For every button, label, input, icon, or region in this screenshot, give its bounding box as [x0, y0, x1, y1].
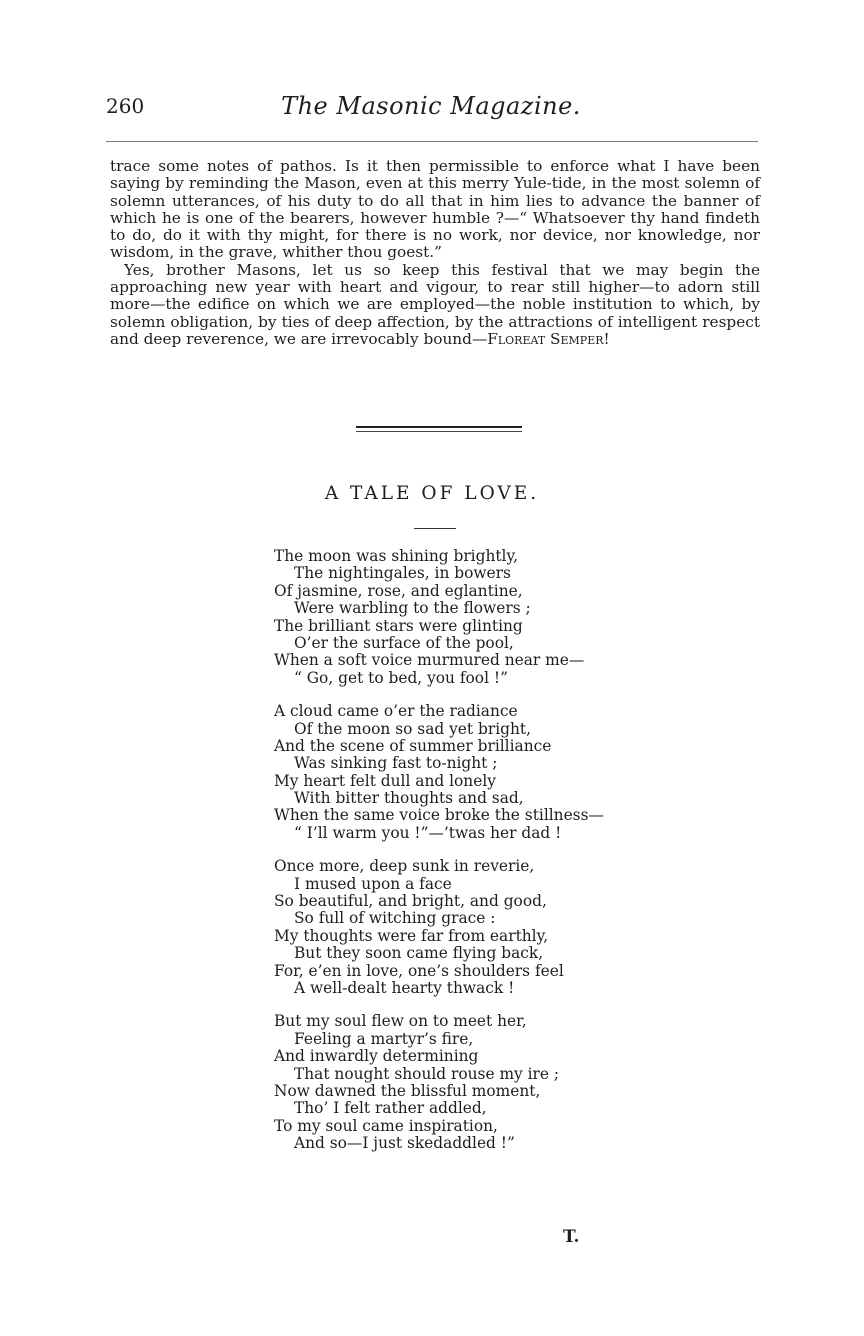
- stanza-4: [274, 1013, 634, 1152]
- poem-line: A cloud came o’er the radiance: [274, 702, 518, 721]
- header-rule: [106, 141, 758, 142]
- poem-line: Of jasmine, rose, and eglantine,: [274, 581, 523, 600]
- poem-line: Tho’ I felt rather addled,: [294, 1099, 487, 1118]
- poem-line: Now dawned the blissful moment,: [274, 1081, 541, 1100]
- paragraph-2: [110, 262, 760, 348]
- prose-section: [110, 158, 760, 348]
- page-number: 260: [106, 94, 145, 118]
- poem-line: But my soul flew on to meet her,: [274, 1012, 527, 1031]
- poem-line: “ Go, get to bed, you fool !”: [294, 668, 508, 687]
- poem-line: The nightingales, in bowers: [294, 564, 511, 583]
- section-divider: [356, 426, 522, 436]
- poem-line: And inwardly determining: [274, 1047, 479, 1066]
- paragraph-2-text: Yes, brother Masons, let us so keep this festival that we may begin the approaching new year with heart and vigour, to rear still higher—to adorn still more—the edifice on which we are employed—the noble institution to which, by solemn obligation, by ties of deep affection, by the attractions of intelligent respect and deep reverence, we are irrevocably bound—: [110, 260, 760, 348]
- stanza-3: [274, 858, 634, 997]
- poem-line: My heart felt dull and lonely: [274, 771, 496, 790]
- poem-line: For, e’en in love, one’s shoulders feel: [274, 961, 564, 980]
- poem-line: With bitter thoughts and sad,: [294, 789, 524, 808]
- poem-line: When the same voice broke the stillness—: [274, 806, 604, 825]
- poem-line: O’er the surface of the pool,: [294, 633, 514, 652]
- poem-line: When a soft voice murmured near me—: [274, 651, 585, 670]
- poem-line: I mused upon a face: [294, 874, 452, 893]
- poem-line: Were warbling to the flowers ;: [294, 599, 531, 618]
- poem-line: And so—I just skedaddled !”: [294, 1134, 515, 1153]
- poem-line: My thoughts were far from earthly,: [274, 926, 549, 945]
- author-signature: T.: [563, 1227, 580, 1247]
- poem-line: The brilliant stars were glinting: [274, 616, 523, 635]
- poem-line: Of the moon so sad yet bright,: [294, 719, 531, 738]
- poem-line: And the scene of summer brilliance: [274, 736, 552, 755]
- poem-line: Was sinking fast to-night ;: [294, 754, 498, 773]
- stanza-2: [274, 703, 634, 842]
- poem-line: Once more, deep sunk in reverie,: [274, 857, 535, 876]
- poem-line: But they soon came flying back,: [294, 944, 544, 963]
- poem-line: The moon was shining brightly,: [274, 547, 519, 565]
- poem-line: So beautiful, and bright, and good,: [274, 892, 547, 911]
- page-header: [106, 94, 756, 124]
- poem-line: Feeling a martyr’s fire,: [294, 1029, 474, 1048]
- closing-motto: Floreat Semper: [487, 329, 604, 348]
- closing-punctuation: !: [603, 329, 610, 348]
- poem-body: [274, 548, 634, 1169]
- paragraph-1: trace some notes of pathos. Is it then permissible to enforce what I have been saying by reminding the Mason, even at this merry Yule-tide, in the most solemn of solemn utterances, of his duty to do all that in him lies to advance the banner of which he is one of the bearers, however humble ?—“ Whatsoever thy hand findeth to do, do it with thy might, for there is no work, nor device, nor knowledge, nor wisdom, in the grave, whither thou goest.”: [110, 157, 760, 262]
- title-rule: [414, 528, 456, 529]
- poem-line: “ I’ll warm you !”—’twas her dad !: [294, 823, 562, 842]
- poem-title: A TALE OF LOVE.: [324, 483, 540, 504]
- poem-line: So full of witching grace :: [294, 909, 496, 928]
- poem-line: To my soul came inspiration,: [274, 1116, 498, 1135]
- poem-line: A well-dealt hearty thwack !: [294, 978, 515, 997]
- poem-line: That nought should rouse my ire ;: [294, 1064, 560, 1083]
- running-title: The Masonic Magazine.: [281, 92, 581, 120]
- stanza-1: [274, 548, 634, 687]
